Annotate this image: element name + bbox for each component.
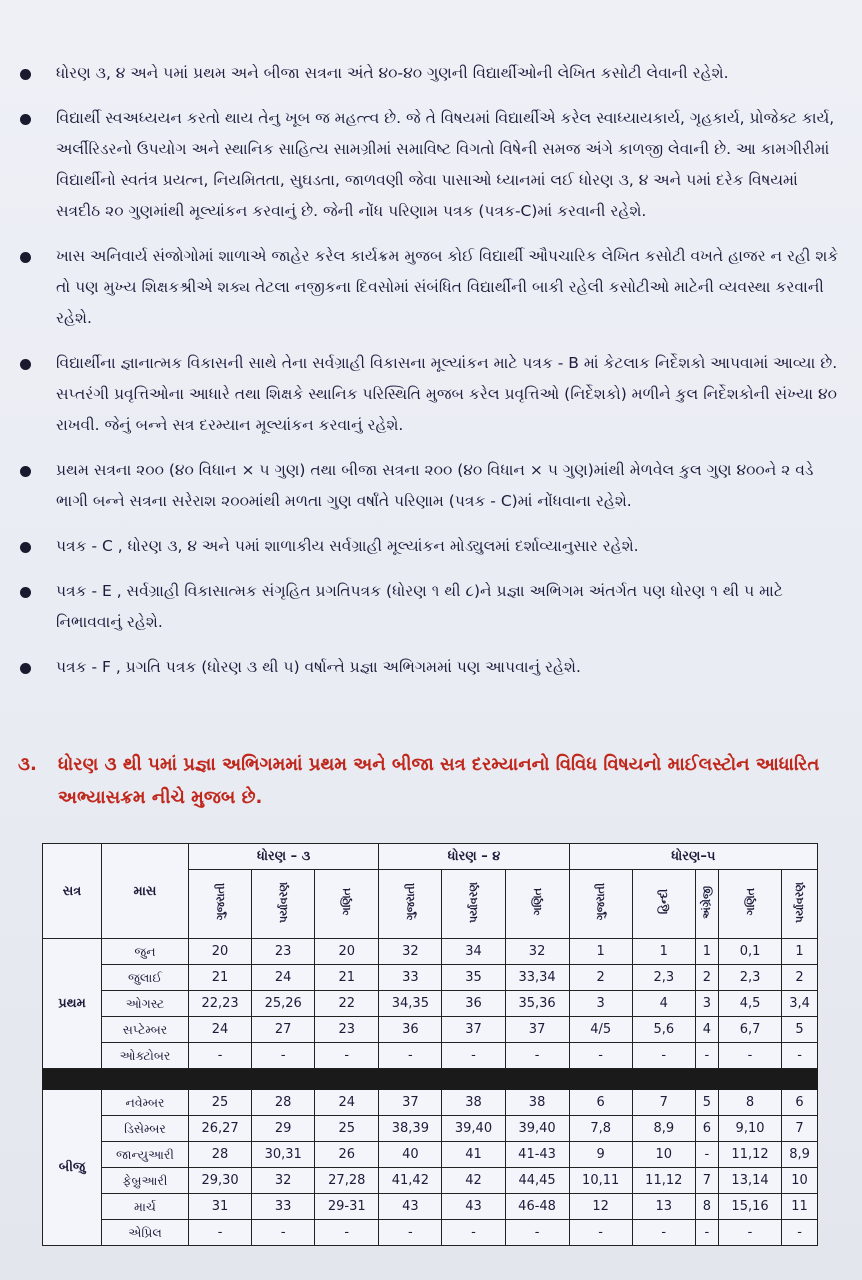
bullet-dot [20,663,31,674]
value-cell: 31 [189,1194,252,1220]
value-cell: 23 [252,939,315,965]
value-cell: 33 [379,965,442,991]
section-title: ધોરણ ૩ થી ૫માં પ્રજ્ઞા અભિગમમાં પ્રથમ અને બીજા સત્ર દરમ્યાનનો વિવિધ વિષયનો માઈલસ્ટોન આધારિત અભ્યાસક્રમ નીચે મુજબ છે. [58,754,820,808]
value-cell: 2 [782,965,818,991]
value-cell: - [442,1043,505,1069]
milestone-table-wrapper [42,843,822,1246]
value-cell: 8 [718,1090,781,1116]
value-cell: 8 [695,1194,718,1220]
bullet-text: પત્રક - C , ધોરણ ૩, ૪ અને ૫માં શાળાકીય સર્વગ્રાહી મૂલ્યાંકન મોડ્યુલમાં દર્શાવ્યાનુસાર રહેશે. [56,537,639,555]
value-cell: 6 [695,1116,718,1142]
subject-label: ગણિત [530,888,544,916]
table-row [43,1168,818,1194]
value-cell: - [505,1220,569,1246]
value-cell: 13,14 [718,1168,781,1194]
value-cell: 7 [782,1116,818,1142]
value-cell: 3,4 [782,991,818,1017]
bullet-item [14,348,844,441]
value-cell: 46-48 [505,1194,569,1220]
value-cell: - [442,1220,505,1246]
value-cell: 0,1 [718,939,781,965]
value-cell: 38 [505,1090,569,1116]
value-cell: - [379,1220,442,1246]
header-std4: ધોરણ – ૪ [379,844,569,870]
value-cell: 38 [442,1090,505,1116]
value-cell: - [782,1043,818,1069]
value-cell: - [718,1220,781,1246]
value-cell: 15,16 [718,1194,781,1220]
subject-label: ગુજરાતી [213,883,227,921]
value-cell: 5 [695,1090,718,1116]
value-cell: 26,27 [189,1116,252,1142]
value-cell: 11,12 [632,1168,695,1194]
subject-label: પર્યાવરણ [793,881,807,923]
value-cell: 2 [695,965,718,991]
value-cell: - [252,1220,315,1246]
bullet-text: પત્રક - F , પ્રગતિ પત્રક (ધોરણ ૩ થી ૫) વર્ષાન્તે પ્રજ્ઞા અભિગમમાં પણ આપવાનું રહેશે. [56,658,581,676]
bullet-text: વિદ્યાર્થી સ્વઅધ્યયન કરતો થાય તેનુ ખૂબ જ મહત્ત્વ છે. જે તે વિષયમાં વિદ્યાર્થીએ કરેલ સ્વાધ્યાયકાર્ય, ગૃહકાર્ય, પ્રોજેક્ટ કાર્ય, અર્લીરિડરનો ઉપયોગ અને સ્થાનિક સાહિત્ય સામગ્રીમાં સમાવિષ્ટ વિગતો વિષેની સમજ અંગે કાળજી લેવાની છે. આ કામગીરીમાં વિદ્યાર્થીનો સ્વતંત્ર પ્રયત્ન, નિયમિતતા, સુઘડતા, જાળવણી જેવા પાસાઓ ધ્યાનમાં લઈ ધોરણ ૩, ૪ અને ૫માં દરેક વિષયમાં સત્રદીઠ ૨૦ ગુણમાંથી મૂલ્યાંકન કરવાનું છે. જેની નોંધ પરિણામ પત્રક (પત્રક-C)માં કરવાની રહેશે. [56,109,835,220]
separator-bar [43,1069,818,1090]
value-cell: - [569,1043,632,1069]
bullet-dot [20,542,31,553]
subject-label: પર્યાવરણ [276,881,290,923]
value-cell: 32 [379,939,442,965]
value-cell: 6 [782,1090,818,1116]
bullet-dot [20,466,31,477]
value-cell: 10 [782,1168,818,1194]
value-cell: 8,9 [782,1142,818,1168]
value-cell: 6,7 [718,1017,781,1043]
value-cell: 1 [695,939,718,965]
value-cell: 27 [252,1017,315,1043]
value-cell: - [782,1220,818,1246]
value-cell: 33,34 [505,965,569,991]
value-cell: 2,3 [632,965,695,991]
value-cell: - [632,1043,695,1069]
month-cell: ઓગસ્ટ [102,991,189,1017]
value-cell: 8,9 [632,1116,695,1142]
bullet-text: પત્રક - E , સર્વગ્રાહી વિકાસાત્મક સંગૃહિત પ્રગતિપત્રક (ધોરણ ૧ થી ૮)ને પ્રજ્ઞા અભિગમ અંતર્ગત પણ ધોરણ ૧ થી ૫ માટે નિભાવવાનું રહેશે. [56,582,783,631]
subject-header [569,870,632,939]
semester-label: પ્રથમ [43,939,102,1069]
bullet-dot [20,252,31,263]
value-cell: 29-31 [315,1194,379,1220]
subject-label: ગુજરાતી [594,883,608,921]
value-cell: 4,5 [718,991,781,1017]
value-cell: 39,40 [442,1116,505,1142]
value-cell: - [189,1220,252,1246]
value-cell: 25 [315,1116,379,1142]
bullet-item [14,58,844,89]
value-cell: 32 [505,939,569,965]
bullet-item [14,103,844,227]
subject-header [695,870,718,939]
bullet-list [14,58,844,697]
value-cell: 1 [569,939,632,965]
value-cell: 12 [569,1194,632,1220]
value-cell: 4 [632,991,695,1017]
value-cell: 7,8 [569,1116,632,1142]
table-row [43,1017,818,1043]
value-cell: 22 [315,991,379,1017]
value-cell: - [189,1043,252,1069]
value-cell: 11,12 [718,1142,781,1168]
value-cell: - [695,1220,718,1246]
value-cell: 26 [315,1142,379,1168]
value-cell: 23 [315,1017,379,1043]
subject-label: પર્યાવરણ [466,881,480,923]
month-cell: ડિસેમ્બર [102,1116,189,1142]
value-cell: 28 [252,1090,315,1116]
subject-header [782,870,818,939]
value-cell: 29 [252,1116,315,1142]
value-cell: 1 [782,939,818,965]
value-cell: 30,31 [252,1142,315,1168]
subject-header [379,870,442,939]
header-std5: ધોરણ–૫ [569,844,817,870]
value-cell: 34 [442,939,505,965]
value-cell: 33 [252,1194,315,1220]
table-row [43,991,818,1017]
value-cell: 41,42 [379,1168,442,1194]
value-cell: 37 [442,1017,505,1043]
month-cell: સપ્ટેમ્બર [102,1017,189,1043]
header-std3: ધોરણ – ૩ [189,844,379,870]
value-cell: 7 [695,1168,718,1194]
value-cell: - [315,1220,379,1246]
value-cell: - [505,1043,569,1069]
value-cell: 10 [632,1142,695,1168]
value-cell: 38,39 [379,1116,442,1142]
subject-header [315,870,379,939]
subject-header [442,870,505,939]
bullet-item [14,241,844,334]
value-cell: 44,45 [505,1168,569,1194]
value-cell: - [632,1220,695,1246]
value-cell: - [695,1142,718,1168]
value-cell: 11 [782,1194,818,1220]
header-month: માસ [102,844,189,939]
value-cell: 4/5 [569,1017,632,1043]
value-cell: 7 [632,1090,695,1116]
value-cell: 29,30 [189,1168,252,1194]
value-cell: - [695,1043,718,1069]
bullet-item [14,652,844,683]
value-cell: 37 [379,1090,442,1116]
value-cell: 3 [569,991,632,1017]
section-number: ૩. [18,754,37,775]
subject-header [718,870,781,939]
value-cell: 3 [695,991,718,1017]
value-cell: 42 [442,1168,505,1194]
value-cell: - [252,1043,315,1069]
value-cell: 10,11 [569,1168,632,1194]
subject-label: ગણિત [340,888,354,916]
value-cell: 41 [442,1142,505,1168]
value-cell: 25,26 [252,991,315,1017]
month-cell: જાન્યુઆરી [102,1142,189,1168]
bullet-text: વિદ્યાર્થીના જ્ઞાનાત્મક વિકાસની સાથે તેના સર્વગ્રાહી વિકાસના મૂલ્યાંકન માટે પત્રક - B માં કેટલાક નિર્દેશકો આપવામાં આવ્યા છે. સપ્તરંગી પ્રવૃત્તિઓના આધારે તથા શિક્ષકે સ્થાનિક પરિસ્થિતિ મુજબ કરેલ પ્રવૃત્તિઓ (નિર્દેશકો) મળીને કુલ નિર્દેશકોની સંખ્યા ૪૦ રાખવી. જેનું બન્ને સત્ર દરમ્યાન મૂલ્યાંકન કરવાનું રહેશે. [56,354,838,434]
value-cell: 5,6 [632,1017,695,1043]
value-cell: 9,10 [718,1116,781,1142]
value-cell: 32 [252,1168,315,1194]
month-cell: જુલાઈ [102,965,189,991]
value-cell: 24 [189,1017,252,1043]
bullet-dot [20,69,31,80]
table-row [43,939,818,965]
value-cell: 21 [189,965,252,991]
value-cell: 35,36 [505,991,569,1017]
value-cell: 2 [569,965,632,991]
value-cell: 5 [782,1017,818,1043]
month-cell: નવેમ્બર [102,1090,189,1116]
value-cell: 24 [315,1090,379,1116]
month-cell: જુન [102,939,189,965]
value-cell: 2,3 [718,965,781,991]
bullet-dot [20,587,31,598]
value-cell: 35 [442,965,505,991]
value-cell: 34,35 [379,991,442,1017]
table-row [43,965,818,991]
value-cell: 39,40 [505,1116,569,1142]
value-cell: - [379,1043,442,1069]
value-cell: 43 [379,1194,442,1220]
table-row [43,1142,818,1168]
value-cell: 41-43 [505,1142,569,1168]
section-heading [18,748,848,814]
value-cell: 25 [189,1090,252,1116]
value-cell: 13 [632,1194,695,1220]
subject-label: અંગ્રેજી [700,885,714,919]
value-cell: 21 [315,965,379,991]
subject-header [189,870,252,939]
bullet-dot [20,114,31,125]
subject-header [632,870,695,939]
semester-label: બીજુ [43,1090,102,1246]
bullet-item [14,576,844,638]
value-cell: 27,28 [315,1168,379,1194]
subject-header [505,870,569,939]
value-cell: 4 [695,1017,718,1043]
bullet-text: ખાસ અનિવાર્ય સંજોગોમાં શાળાએ જાહેર કરેલ કાર્યક્રમ મુજબ કોઈ વિદ્યાર્થી ઔપચારિક લેખિત કસોટી વખતે હાજર ન રહી શકે તો પણ મુખ્ય શિક્ષકશ્રીએ શક્ય તેટલા નજીકના દિવસોમાં સંબંધિત વિદ્યાર્થીની બાકી રહેલી કસોટીઓ માટેની વ્યવસ્થા કરવાની રહેશે. [56,247,839,327]
bullet-text: ધોરણ ૩, ૪ અને ૫માં પ્રથમ અને બીજા સત્રના અંતે ૪૦-૪૦ ગુણની વિદ્યાર્થીઓની લેખિત કસોટી લેવાની રહેશે. [56,64,729,82]
value-cell: 36 [442,991,505,1017]
value-cell: 20 [189,939,252,965]
semester-separator [43,1069,818,1090]
table-row [43,1116,818,1142]
value-cell: 1 [632,939,695,965]
month-cell: ઓક્ટોબર [102,1043,189,1069]
value-cell: - [569,1220,632,1246]
value-cell: 43 [442,1194,505,1220]
value-cell: 37 [505,1017,569,1043]
bullet-text: પ્રથમ સત્રના ૨૦૦ (૪૦ વિધાન × ૫ ગુણ) તથા બીજા સત્રના ૨૦૦ (૪૦ વિધાન × ૫ ગુણ)માંથી મેળવેલ કુલ ગુણ ૪૦૦ને ૨ વડે ભાગી બન્ને સત્રના સરેરાશ ૨૦૦માંથી મળતા ગુણ વર્ષાંતે પરિણામ (પત્રક - C)માં નોંધવાના રહેશે. [56,461,814,510]
table-row [43,1220,818,1246]
month-cell: ફેબ્રુઆરી [102,1168,189,1194]
bullet-item [14,531,844,562]
value-cell: - [315,1043,379,1069]
bullet-dot [20,359,31,370]
subject-label: હિન્દી [657,889,671,915]
table-body [43,939,818,1246]
value-cell: 28 [189,1142,252,1168]
table-row [43,1090,818,1116]
subject-label: ગુજરાતી [403,883,417,921]
value-cell: 36 [379,1017,442,1043]
value-cell: 40 [379,1142,442,1168]
value-cell: 20 [315,939,379,965]
milestone-table [42,843,818,1246]
value-cell: 24 [252,965,315,991]
table-row [43,1043,818,1069]
value-cell: 9 [569,1142,632,1168]
month-cell: માર્ચ [102,1194,189,1220]
month-cell: એપ્રિલ [102,1220,189,1246]
subject-header [252,870,315,939]
table-row [43,1194,818,1220]
header-semester: સત્ર [43,844,102,939]
value-cell: - [718,1043,781,1069]
value-cell: 6 [569,1090,632,1116]
bullet-item [14,455,844,517]
value-cell: 22,23 [189,991,252,1017]
subject-label: ગણિત [743,888,757,916]
